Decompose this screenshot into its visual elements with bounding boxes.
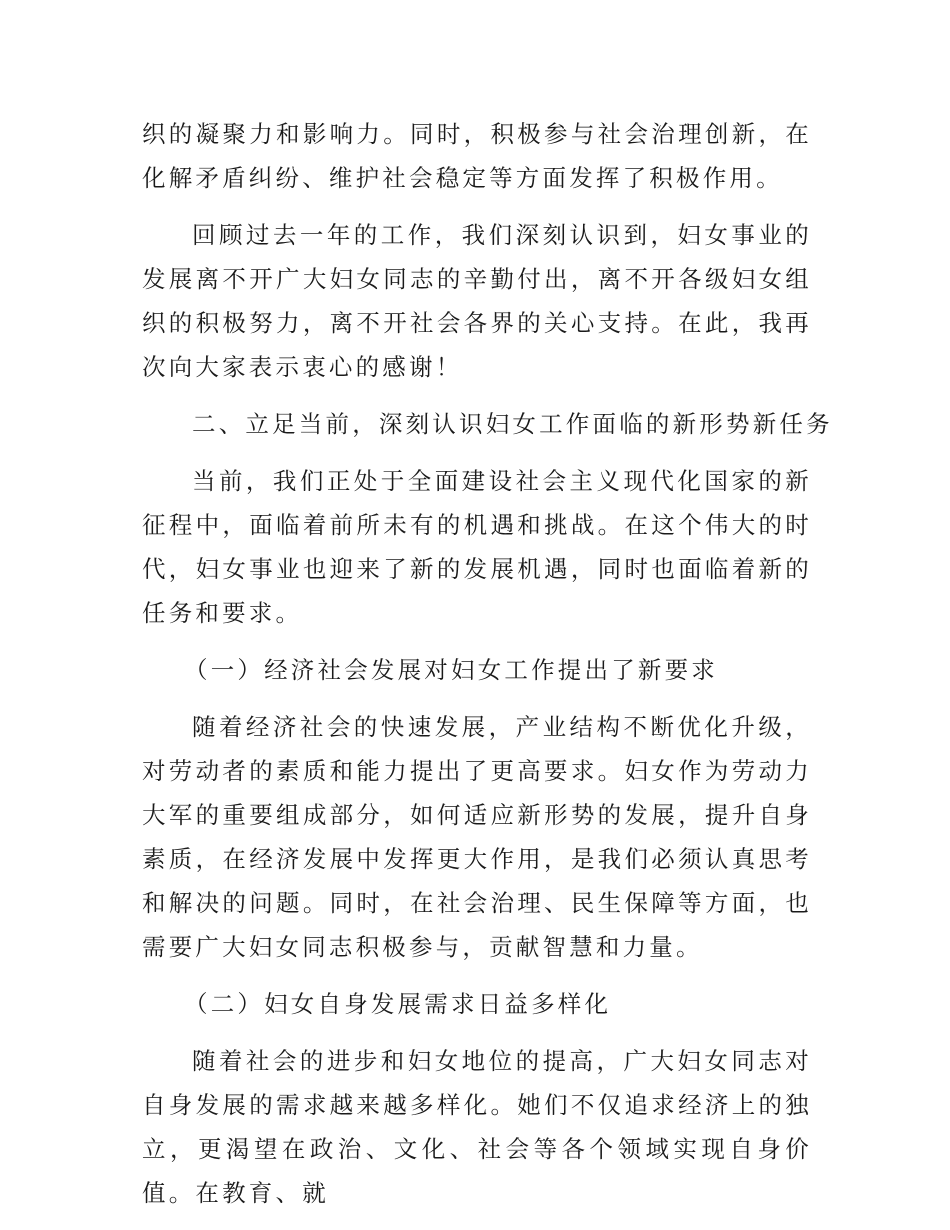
paragraph-economic-development: 随着经济社会的快速发展，产业结构不断优化升级，对劳动者的素质和能力提出了更高要求。妇女作为劳动力大军的重要组成部分，如何适应新形势的发展，提升自身素质，在经济发展中发挥更大作用，是我们必须认真思考和解决的问题。同时，在社会治理、民生保障等方面，也需要广大妇女同志积极参与，贡献智慧和力量。 — [142, 713, 812, 961]
paragraph-diverse-needs: 随着社会的进步和妇女地位的提高，广大妇女同志对自身发展的需求越来越多样化。她们不仅追求经济上的独立，更渴望在政治、文化、社会等各个领域实现自身价值。在教育、就 — [142, 1047, 812, 1207]
subsection-heading-1: （一）经济社会发展对妇女工作提出了新要求 — [184, 656, 718, 684]
subsection-heading-2: （二）妇女自身发展需求日益多样化 — [184, 990, 612, 1018]
paragraph-current-situation: 当前，我们正处于全面建设社会主义现代化国家的新征程中，面临着前所未有的机遇和挑战。在这个伟大的时代，妇女事业也迎来了新的发展机遇，同时也面临着新的任务和要求。 — [142, 467, 812, 627]
paragraph-continuation: 织的凝聚力和影响力。同时，积极参与社会治理创新，在化解矛盾纠纷、维护社会稳定等方面发挥了积极作用。 — [142, 120, 812, 192]
paragraph-review: 回顾过去一年的工作，我们深刻认识到，妇女事业的发展离不开广大妇女同志的辛勤付出，离不开各级妇女组织的积极努力，离不开社会各界的关心支持。在此，我再次向大家表示衷心的感谢！ — [142, 221, 812, 381]
document-body — [142, 112, 833, 1228]
section-heading-2: 二、立足当前，深刻认识妇女工作面临的新形势新任务 — [192, 410, 833, 438]
